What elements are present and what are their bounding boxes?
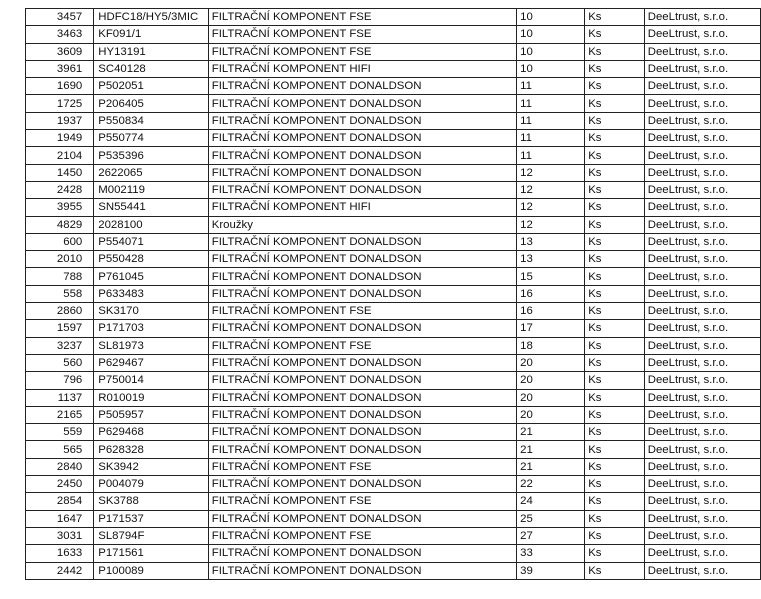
- part-code-cell: R010019: [94, 389, 209, 406]
- quantity-cell: 12: [517, 216, 585, 233]
- table-row: [26, 493, 761, 510]
- supplier-cell: DeeLtrust, s.r.o.: [644, 372, 760, 389]
- unit-cell: Ks: [585, 406, 645, 423]
- supplier-cell: DeeLtrust, s.r.o.: [644, 60, 760, 77]
- item-id-cell: 1647: [26, 510, 94, 527]
- table-row: [26, 562, 761, 579]
- description-cell: FILTRAČNÍ KOMPONENT DONALDSON: [208, 233, 516, 250]
- quantity-cell: 12: [517, 164, 585, 181]
- table-row: [26, 354, 761, 371]
- table-row: [26, 303, 761, 320]
- description-cell: FILTRAČNÍ KOMPONENT FSE: [208, 9, 516, 26]
- part-code-cell: P171703: [94, 320, 209, 337]
- unit-cell: Ks: [585, 303, 645, 320]
- unit-cell: Ks: [585, 233, 645, 250]
- part-code-cell: M002119: [94, 181, 209, 198]
- item-id-cell: 1137: [26, 389, 94, 406]
- table-row: [26, 251, 761, 268]
- item-id-cell: 559: [26, 424, 94, 441]
- item-id-cell: 1597: [26, 320, 94, 337]
- item-id-cell: 3457: [26, 9, 94, 26]
- table-row: [26, 9, 761, 26]
- description-cell: FILTRAČNÍ KOMPONENT DONALDSON: [208, 181, 516, 198]
- description-cell: FILTRAČNÍ KOMPONENT DONALDSON: [208, 406, 516, 423]
- supplier-cell: DeeLtrust, s.r.o.: [644, 493, 760, 510]
- quantity-cell: 10: [517, 26, 585, 43]
- description-cell: FILTRAČNÍ KOMPONENT DONALDSON: [208, 78, 516, 95]
- item-id-cell: 3031: [26, 527, 94, 544]
- supplier-cell: DeeLtrust, s.r.o.: [644, 78, 760, 95]
- unit-cell: Ks: [585, 130, 645, 147]
- quantity-cell: 11: [517, 147, 585, 164]
- supplier-cell: DeeLtrust, s.r.o.: [644, 164, 760, 181]
- part-code-cell: HDFC18/HY5/3MIC: [94, 9, 209, 26]
- unit-cell: Ks: [585, 251, 645, 268]
- table-row: [26, 233, 761, 250]
- inventory-table-body: [26, 9, 761, 580]
- quantity-cell: 21: [517, 441, 585, 458]
- quantity-cell: 12: [517, 199, 585, 216]
- description-cell: FILTRAČNÍ KOMPONENT DONALDSON: [208, 476, 516, 493]
- item-id-cell: 2840: [26, 458, 94, 475]
- unit-cell: Ks: [585, 320, 645, 337]
- quantity-cell: 39: [517, 562, 585, 579]
- unit-cell: Ks: [585, 354, 645, 371]
- unit-cell: Ks: [585, 510, 645, 527]
- item-id-cell: 565: [26, 441, 94, 458]
- unit-cell: Ks: [585, 562, 645, 579]
- table-row: [26, 181, 761, 198]
- quantity-cell: 13: [517, 251, 585, 268]
- supplier-cell: DeeLtrust, s.r.o.: [644, 112, 760, 129]
- item-id-cell: 788: [26, 268, 94, 285]
- description-cell: FILTRAČNÍ KOMPONENT DONALDSON: [208, 441, 516, 458]
- description-cell: FILTRAČNÍ KOMPONENT DONALDSON: [208, 372, 516, 389]
- table-row: [26, 389, 761, 406]
- supplier-cell: DeeLtrust, s.r.o.: [644, 9, 760, 26]
- table-row: [26, 78, 761, 95]
- quantity-cell: 11: [517, 78, 585, 95]
- table-row: [26, 216, 761, 233]
- part-code-cell: P505957: [94, 406, 209, 423]
- unit-cell: Ks: [585, 112, 645, 129]
- item-id-cell: 560: [26, 354, 94, 371]
- unit-cell: Ks: [585, 545, 645, 562]
- quantity-cell: 18: [517, 337, 585, 354]
- description-cell: FILTRAČNÍ KOMPONENT DONALDSON: [208, 251, 516, 268]
- description-cell: FILTRAČNÍ KOMPONENT FSE: [208, 493, 516, 510]
- supplier-cell: DeeLtrust, s.r.o.: [644, 251, 760, 268]
- supplier-cell: DeeLtrust, s.r.o.: [644, 130, 760, 147]
- description-cell: FILTRAČNÍ KOMPONENT DONALDSON: [208, 354, 516, 371]
- supplier-cell: DeeLtrust, s.r.o.: [644, 458, 760, 475]
- unit-cell: Ks: [585, 78, 645, 95]
- part-code-cell: SL8794F: [94, 527, 209, 544]
- table-row: [26, 43, 761, 60]
- item-id-cell: 1937: [26, 112, 94, 129]
- description-cell: FILTRAČNÍ KOMPONENT DONALDSON: [208, 562, 516, 579]
- table-row: [26, 320, 761, 337]
- item-id-cell: 3609: [26, 43, 94, 60]
- unit-cell: Ks: [585, 527, 645, 544]
- description-cell: FILTRAČNÍ KOMPONENT DONALDSON: [208, 130, 516, 147]
- quantity-cell: 10: [517, 43, 585, 60]
- description-cell: FILTRAČNÍ KOMPONENT HIFI: [208, 60, 516, 77]
- unit-cell: Ks: [585, 216, 645, 233]
- item-id-cell: 1690: [26, 78, 94, 95]
- unit-cell: Ks: [585, 424, 645, 441]
- quantity-cell: 15: [517, 268, 585, 285]
- supplier-cell: DeeLtrust, s.r.o.: [644, 181, 760, 198]
- quantity-cell: 10: [517, 9, 585, 26]
- item-id-cell: 600: [26, 233, 94, 250]
- item-id-cell: 4829: [26, 216, 94, 233]
- unit-cell: Ks: [585, 285, 645, 302]
- quantity-cell: 16: [517, 303, 585, 320]
- table-row: [26, 424, 761, 441]
- supplier-cell: DeeLtrust, s.r.o.: [644, 476, 760, 493]
- table-row: [26, 458, 761, 475]
- description-cell: Kroužky: [208, 216, 516, 233]
- item-id-cell: 1725: [26, 95, 94, 112]
- table-row: [26, 372, 761, 389]
- table-row: [26, 164, 761, 181]
- supplier-cell: DeeLtrust, s.r.o.: [644, 337, 760, 354]
- quantity-cell: 11: [517, 95, 585, 112]
- description-cell: FILTRAČNÍ KOMPONENT DONALDSON: [208, 164, 516, 181]
- table-row: [26, 406, 761, 423]
- item-id-cell: 2442: [26, 562, 94, 579]
- description-cell: FILTRAČNÍ KOMPONENT DONALDSON: [208, 285, 516, 302]
- quantity-cell: 25: [517, 510, 585, 527]
- unit-cell: Ks: [585, 268, 645, 285]
- supplier-cell: DeeLtrust, s.r.o.: [644, 303, 760, 320]
- quantity-cell: 21: [517, 458, 585, 475]
- item-id-cell: 3961: [26, 60, 94, 77]
- supplier-cell: DeeLtrust, s.r.o.: [644, 510, 760, 527]
- unit-cell: Ks: [585, 476, 645, 493]
- supplier-cell: DeeLtrust, s.r.o.: [644, 147, 760, 164]
- description-cell: FILTRAČNÍ KOMPONENT DONALDSON: [208, 424, 516, 441]
- supplier-cell: DeeLtrust, s.r.o.: [644, 527, 760, 544]
- part-code-cell: P171561: [94, 545, 209, 562]
- table-row: [26, 545, 761, 562]
- supplier-cell: DeeLtrust, s.r.o.: [644, 320, 760, 337]
- part-code-cell: KF091/1: [94, 26, 209, 43]
- table-row: [26, 285, 761, 302]
- part-code-cell: SL81973: [94, 337, 209, 354]
- item-id-cell: 3955: [26, 199, 94, 216]
- unit-cell: Ks: [585, 199, 645, 216]
- table-row: [26, 268, 761, 285]
- description-cell: FILTRAČNÍ KOMPONENT HIFI: [208, 199, 516, 216]
- quantity-cell: 20: [517, 406, 585, 423]
- part-code-cell: SK3170: [94, 303, 209, 320]
- supplier-cell: DeeLtrust, s.r.o.: [644, 389, 760, 406]
- description-cell: FILTRAČNÍ KOMPONENT DONALDSON: [208, 112, 516, 129]
- part-code-cell: P502051: [94, 78, 209, 95]
- table-row: [26, 441, 761, 458]
- description-cell: FILTRAČNÍ KOMPONENT DONALDSON: [208, 268, 516, 285]
- item-id-cell: 558: [26, 285, 94, 302]
- supplier-cell: DeeLtrust, s.r.o.: [644, 441, 760, 458]
- description-cell: FILTRAČNÍ KOMPONENT DONALDSON: [208, 147, 516, 164]
- unit-cell: Ks: [585, 372, 645, 389]
- quantity-cell: 17: [517, 320, 585, 337]
- part-code-cell: P761045: [94, 268, 209, 285]
- table-row: [26, 337, 761, 354]
- part-code-cell: P206405: [94, 95, 209, 112]
- unit-cell: Ks: [585, 164, 645, 181]
- table-row: [26, 199, 761, 216]
- item-id-cell: 2450: [26, 476, 94, 493]
- unit-cell: Ks: [585, 458, 645, 475]
- description-cell: FILTRAČNÍ KOMPONENT FSE: [208, 303, 516, 320]
- unit-cell: Ks: [585, 26, 645, 43]
- item-id-cell: 1633: [26, 545, 94, 562]
- description-cell: FILTRAČNÍ KOMPONENT FSE: [208, 26, 516, 43]
- item-id-cell: 2860: [26, 303, 94, 320]
- part-code-cell: P633483: [94, 285, 209, 302]
- part-code-cell: HY13191: [94, 43, 209, 60]
- item-id-cell: 3237: [26, 337, 94, 354]
- quantity-cell: 16: [517, 285, 585, 302]
- description-cell: FILTRAČNÍ KOMPONENT DONALDSON: [208, 545, 516, 562]
- supplier-cell: DeeLtrust, s.r.o.: [644, 562, 760, 579]
- quantity-cell: 10: [517, 60, 585, 77]
- supplier-cell: DeeLtrust, s.r.o.: [644, 268, 760, 285]
- part-code-cell: P535396: [94, 147, 209, 164]
- quantity-cell: 22: [517, 476, 585, 493]
- item-id-cell: 2165: [26, 406, 94, 423]
- description-cell: FILTRAČNÍ KOMPONENT FSE: [208, 527, 516, 544]
- unit-cell: Ks: [585, 181, 645, 198]
- unit-cell: Ks: [585, 441, 645, 458]
- unit-cell: Ks: [585, 493, 645, 510]
- supplier-cell: DeeLtrust, s.r.o.: [644, 285, 760, 302]
- part-code-cell: SK3788: [94, 493, 209, 510]
- part-code-cell: P629467: [94, 354, 209, 371]
- table-row: [26, 130, 761, 147]
- table-row: [26, 60, 761, 77]
- part-code-cell: P550774: [94, 130, 209, 147]
- unit-cell: Ks: [585, 337, 645, 354]
- quantity-cell: 20: [517, 389, 585, 406]
- description-cell: FILTRAČNÍ KOMPONENT DONALDSON: [208, 95, 516, 112]
- unit-cell: Ks: [585, 389, 645, 406]
- unit-cell: Ks: [585, 147, 645, 164]
- quantity-cell: 33: [517, 545, 585, 562]
- part-code-cell: 2622065: [94, 164, 209, 181]
- table-row: [26, 527, 761, 544]
- supplier-cell: DeeLtrust, s.r.o.: [644, 406, 760, 423]
- quantity-cell: 20: [517, 354, 585, 371]
- part-code-cell: P171537: [94, 510, 209, 527]
- supplier-cell: DeeLtrust, s.r.o.: [644, 199, 760, 216]
- quantity-cell: 20: [517, 372, 585, 389]
- table-row: [26, 95, 761, 112]
- part-code-cell: P628328: [94, 441, 209, 458]
- quantity-cell: 13: [517, 233, 585, 250]
- item-id-cell: 1450: [26, 164, 94, 181]
- part-code-cell: P100089: [94, 562, 209, 579]
- supplier-cell: DeeLtrust, s.r.o.: [644, 43, 760, 60]
- table-row: [26, 147, 761, 164]
- part-code-cell: P550834: [94, 112, 209, 129]
- item-id-cell: 1949: [26, 130, 94, 147]
- table-row: [26, 26, 761, 43]
- item-id-cell: 796: [26, 372, 94, 389]
- item-id-cell: 2104: [26, 147, 94, 164]
- supplier-cell: DeeLtrust, s.r.o.: [644, 424, 760, 441]
- supplier-cell: DeeLtrust, s.r.o.: [644, 545, 760, 562]
- part-code-cell: 2028100: [94, 216, 209, 233]
- quantity-cell: 24: [517, 493, 585, 510]
- part-code-cell: P554071: [94, 233, 209, 250]
- quantity-cell: 21: [517, 424, 585, 441]
- item-id-cell: 3463: [26, 26, 94, 43]
- part-code-cell: P750014: [94, 372, 209, 389]
- supplier-cell: DeeLtrust, s.r.o.: [644, 233, 760, 250]
- item-id-cell: 2854: [26, 493, 94, 510]
- part-code-cell: P004079: [94, 476, 209, 493]
- supplier-cell: DeeLtrust, s.r.o.: [644, 354, 760, 371]
- table-row: [26, 476, 761, 493]
- description-cell: FILTRAČNÍ KOMPONENT FSE: [208, 43, 516, 60]
- part-code-cell: SC40128: [94, 60, 209, 77]
- supplier-cell: DeeLtrust, s.r.o.: [644, 26, 760, 43]
- part-code-cell: SK3942: [94, 458, 209, 475]
- quantity-cell: 11: [517, 112, 585, 129]
- part-code-cell: P550428: [94, 251, 209, 268]
- quantity-cell: 27: [517, 527, 585, 544]
- description-cell: FILTRAČNÍ KOMPONENT DONALDSON: [208, 389, 516, 406]
- description-cell: FILTRAČNÍ KOMPONENT FSE: [208, 458, 516, 475]
- supplier-cell: DeeLtrust, s.r.o.: [644, 216, 760, 233]
- unit-cell: Ks: [585, 9, 645, 26]
- unit-cell: Ks: [585, 95, 645, 112]
- item-id-cell: 2428: [26, 181, 94, 198]
- unit-cell: Ks: [585, 43, 645, 60]
- description-cell: FILTRAČNÍ KOMPONENT FSE: [208, 337, 516, 354]
- part-code-cell: SN55441: [94, 199, 209, 216]
- item-id-cell: 2010: [26, 251, 94, 268]
- table-row: [26, 112, 761, 129]
- inventory-table: [25, 8, 761, 580]
- description-cell: FILTRAČNÍ KOMPONENT DONALDSON: [208, 510, 516, 527]
- table-row: [26, 510, 761, 527]
- description-cell: FILTRAČNÍ KOMPONENT DONALDSON: [208, 320, 516, 337]
- part-code-cell: P629468: [94, 424, 209, 441]
- quantity-cell: 12: [517, 181, 585, 198]
- supplier-cell: DeeLtrust, s.r.o.: [644, 95, 760, 112]
- quantity-cell: 11: [517, 130, 585, 147]
- unit-cell: Ks: [585, 60, 645, 77]
